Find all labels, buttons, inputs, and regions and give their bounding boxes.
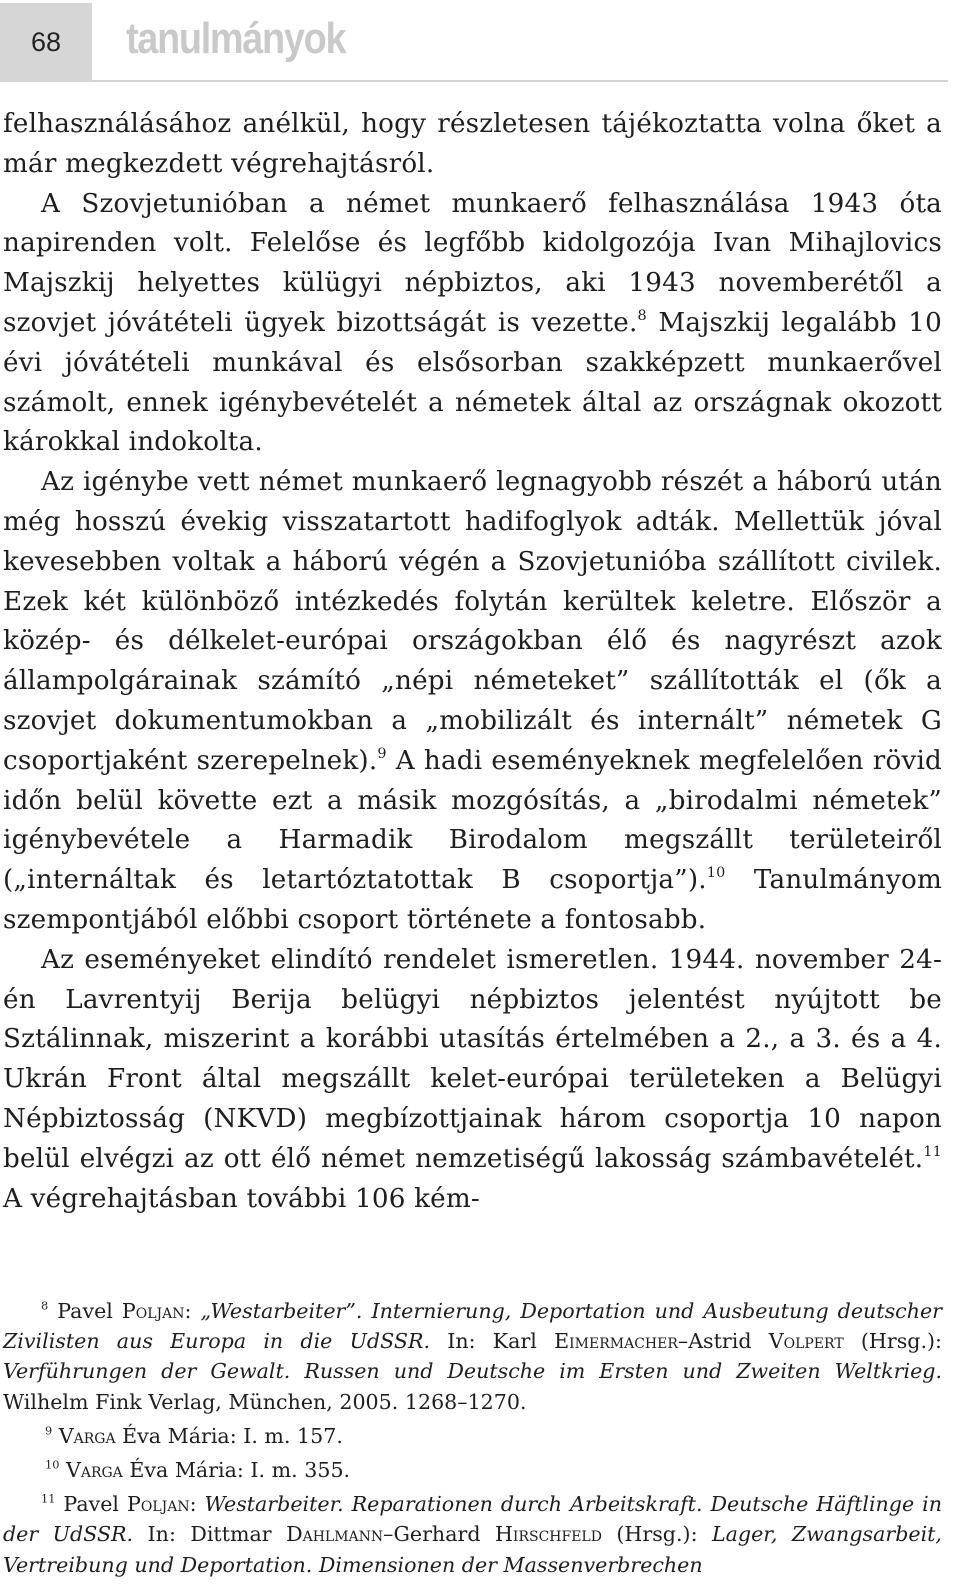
work-title: Westarbeiter. Reparationen durch Arbeitskraft. Deutsche Häftlinge in der UdSSR. [3,1492,942,1547]
footnote-text: –Gerhard [383,1522,495,1547]
paragraph-text: A hadi eseményeknek megfelelően rövid időn belül követte ezt a másik mozgósítás, a „birodalmi németek” igénybevétele a Harmadik Birodalom megszállt területeiről („internáltak és letartóztatottak B csoportja”). [3,745,942,896]
footnote-text: Pavel [48,1299,122,1323]
author-name: Poljan [126,1492,190,1517]
footnote-8 [3,1296,942,1417]
paragraph-2 [3,185,942,464]
running-header [0,0,960,84]
footnote-text: : [184,1299,201,1323]
header-rule [92,80,948,82]
paragraph-text: A végrehajtásban további 106 kém- [3,1183,480,1214]
page-number: 68 [0,3,92,82]
footnote-text: (Hrsg.): [601,1522,712,1547]
book-title: Lager, Zwangsarbeit, Vertreibung und Deportation. Dimensionen der Massenverbrechen [3,1522,942,1577]
paragraph-1 [3,105,942,185]
author-name: Varga [58,1423,116,1448]
footnote-text: Pavel [55,1492,127,1517]
footnote-ref: 9 [377,745,387,762]
work-title: „Westarbeiter”. Internierung, Deportation und Ausbeutung deutscher Zivilisten aus Europa in die UdSSR. [3,1299,942,1354]
footnote-text: Wilhelm Fink Verlag, München, 2005. 1268–1270. [3,1389,527,1414]
editor-name: Eimermacher [554,1329,678,1354]
footnote-9 [3,1421,942,1451]
paragraph-3 [3,463,942,941]
section-title: tanulmányok [126,14,346,63]
paragraph-text: Az igénybe vett német munkaerő legnagyobb részét a háború után még hosszú évekig visszatartott hadifoglyok adták. Mellettük jóval kevesebben voltak a háború végén a Szovjetunióba szállított civilek. Ezek két különböző intézkedés folytán kerültek keletre. Először a közép- és délkelet-európai országokban élő és nagyrészt azok állampolgárainak számító „népi németeket” szállították el (ők a szovjet dokumentumokban a „mobilizált és internált” németek G csoportjaként szerepelnek). [3,467,942,776]
author-name: Varga [65,1458,123,1483]
footnote-text: (Hrsg.): [843,1329,942,1354]
paragraph-4 [3,941,942,1220]
paragraph-text: felhasználásához anélkül, hogy részletesen tájékoztatta volna őket a már megkezdett végrehajtásról. [3,109,942,179]
footnote-ref: 8 [637,308,647,325]
footnote-number: 11 [41,1491,56,1506]
author-name: Poljan [121,1299,185,1323]
footnote-text: Éva Mária: I. m. 355. [122,1458,351,1483]
editor-name: Dahlmann [286,1522,384,1547]
paragraph-text: Tanulmányom szempontjából előbbi csoport története a fontosabb. [3,865,942,935]
book-title: Verführungen der Gewalt. Russen und Deutsche im Ersten und Zweiten Weltkrieg. [3,1359,942,1384]
editor-name: Hirschfeld [494,1522,602,1547]
paragraph-text: Majszkij legalább 10 évi jóvátételi munkával és elsősorban szakképzett munkaerővel számolt, ennek igénybevételét a németek által az országnak okozott károkkal indokolta. [3,307,942,458]
footnote-ref: 10 [706,865,726,882]
footnote-text: Éva Mária: I. m. 157. [115,1423,343,1448]
footnote-ref: 11 [923,1143,942,1160]
body-text [3,105,942,1219]
footnote-text: : [189,1492,205,1517]
footnote-number: 8 [41,1298,49,1313]
footnote-number: 10 [45,1457,60,1472]
footnote-text: In: Karl [430,1329,555,1354]
footnote-11 [3,1489,942,1580]
footnote-text: –Astrid [677,1329,769,1354]
editor-name: Volpert [768,1329,844,1354]
footnote-number: 9 [45,1423,53,1438]
footnote-10 [3,1455,942,1485]
footnote-text: In: Dittmar [133,1522,287,1547]
paragraph-text: Az eseményeket elindító rendelet ismeretlen. 1944. november 24-én Lavrentyij Berija belügyi népbiztos jelentést nyújtott be Sztálinnak, miszerint a korábbi utasítás értelmében a 2., a 3. és a 4. Ukrán Front által megszállt kelet-európai területeken a Belügyi Népbiztosság (NKVD) megbízottjainak három csoportja 10 napon belül elvégzi az ott élő német nemzetiségű lakosság számbavételét. [3,944,942,1174]
paragraph-text: A Szovjetunióban a német munkaerő felhasználása 1943 óta napirenden volt. Felelőse és legfőbb kidolgozója Ivan Mihajlovics Majszkij helyettes külügyi népbiztos, aki 1943 novemberétől a szovjet jóvátételi ügyek bizottságát is vezette. [3,188,942,338]
footnotes [3,1296,942,1584]
